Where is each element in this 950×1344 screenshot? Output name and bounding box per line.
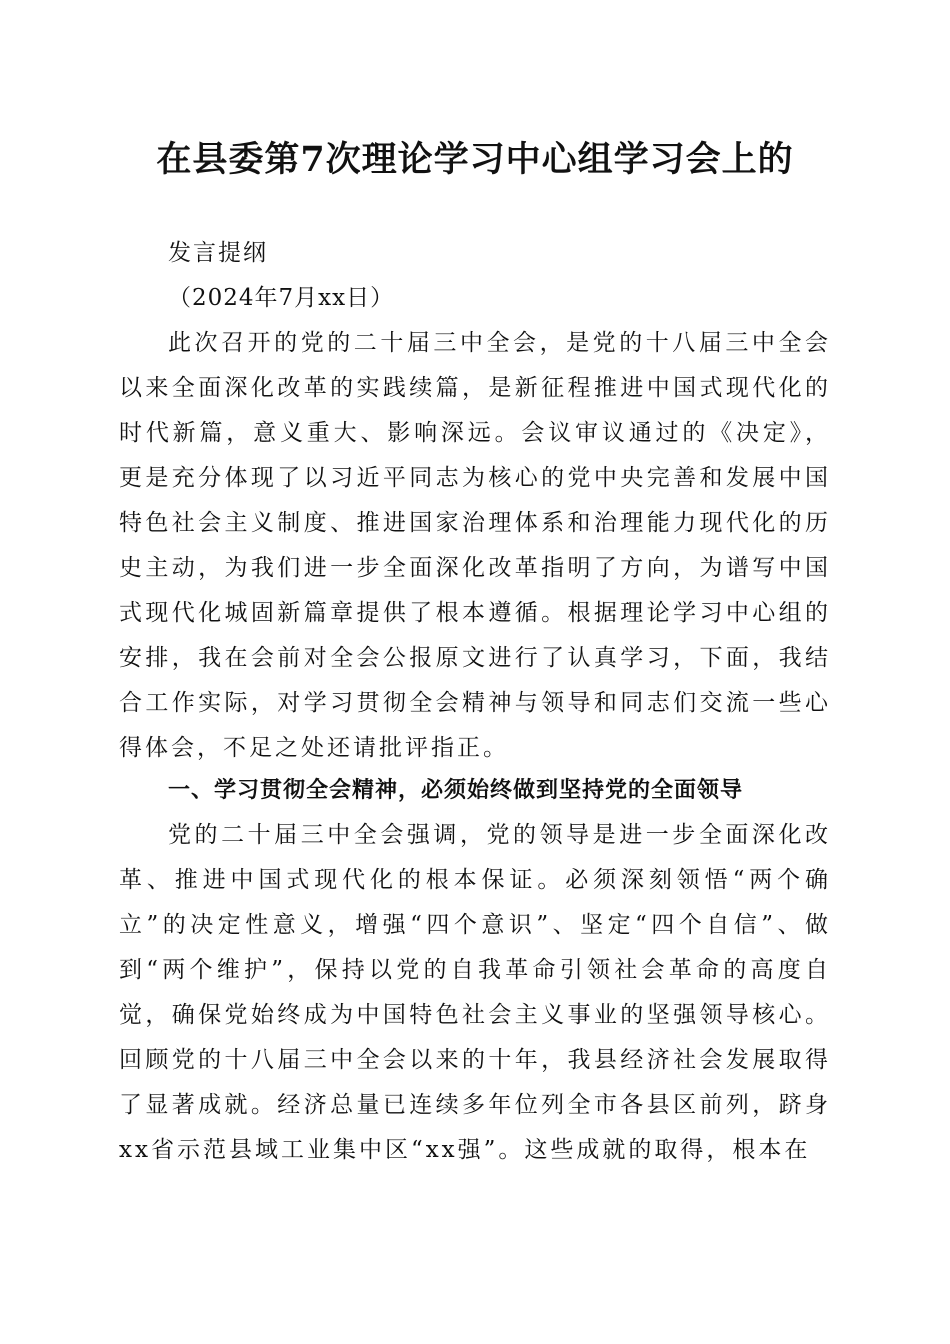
document-title: 在县委第7次理论学习中心组学习会上的 [156,139,794,180]
paragraph-text: 此次召开的党的二十届三中全会，是党的十八届三中全会以来全面深化改革的实践续篇，是新征程推进中国式现代化的时代新篇，意义重大、影响深远。会议审议通过的《决定》，更是充分体现了以习近平同志为核心的党中央完善和发展中国特色社会主义制度、推进国家治理体系和治理能力现代化的历史主动，为我们进一步全面深化改革指明了方向，为谱写中国式现代化城固新篇章提供了根本遵循。根据理论学习中心组的安排，我在会前对全会公报原文进行了认真学习，下面，我结合工作实际，对学习贯彻全会精神与领导和同志们交流一些心得体会，不足之处还请批评指正。 [119,330,831,761]
document-date: （2024年7月xx日） [168,285,395,311]
document-subtitle: 发言提纲 [168,240,268,266]
section-heading-1: 一、学习贯彻全会精神，必须始终做到坚持党的全面领导 [168,778,744,803]
body-paragraph-2 [119,813,831,1173]
body-paragraph-1 [119,321,831,771]
paragraph-text: 党的二十届三中全会强调，党的领导是进一步全面深化改革、推进中国式现代化的根本保证。必须深刻领悟“两个确立”的决定性意义，增强“四个意识”、坚定“四个自信”、做到“两个维护”，保持以党的自我革命引领社会革命的高度自觉，确保党始终成为中国特色社会主义事业的坚强领导核心。回顾党的十八届三中全会以来的十年，我县经济社会发展取得了显著成就。经济总量已连续多年位列全市各县区前列，跻身xx省示范县域工业集中区“xx强”。这些成就的取得，根本在 [119,822,831,1163]
